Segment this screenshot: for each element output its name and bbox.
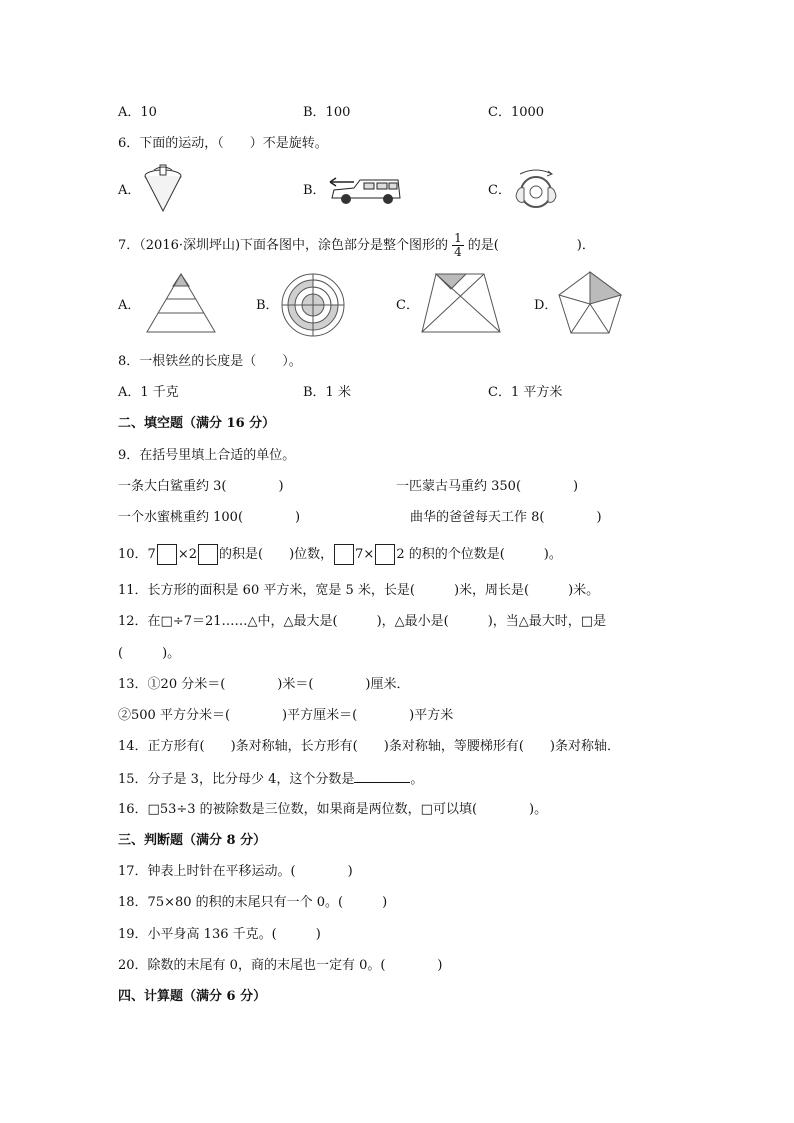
- spinning-top-icon: [142, 163, 184, 215]
- section-heading-fill-blank: 二、填空题（满分 16 分）: [118, 416, 276, 431]
- fraction-denominator: 4: [454, 245, 462, 259]
- answer-box[interactable]: [198, 544, 218, 565]
- q6-option-a: A．: [118, 183, 141, 198]
- q9-item-4: 曲华的爸爸每天工作 8( ): [410, 510, 602, 525]
- q13-line-2: ②500 平方分米＝( )平方厘米＝( )平方米: [118, 708, 454, 723]
- section-heading-true-false: 三、判断题（满分 8 分）: [118, 833, 267, 848]
- q8-option-c: C．1 平方米: [488, 385, 563, 400]
- q9-stem: 9．在括号里填上合适的单位。: [118, 448, 296, 463]
- answer-box[interactable]: [157, 544, 177, 565]
- answer-box[interactable]: [375, 544, 395, 565]
- q16: 16．□53÷3 的被除数是三位数，如果商是两位数，□可以填( )。: [118, 802, 548, 817]
- q8-option-b: B．1 米: [303, 385, 351, 400]
- car-icon: [326, 172, 404, 206]
- q10-part-1: 10．7: [118, 547, 156, 562]
- q7-option-d: D．: [534, 298, 558, 313]
- q6-stem: 6．下面的运动，（ ）不是旋转。: [118, 136, 328, 151]
- q9-item-2: 一匹蒙古马重约 350( ): [396, 479, 579, 494]
- q10-part-3: 的积是( )位数，: [219, 547, 334, 562]
- q9-item-3: 一个水蜜桃重约 100( ): [118, 510, 301, 525]
- q12-line-1: 12．在□÷7＝21……△中，△最大是( )，△最小是( )，当△最大时，□是: [118, 614, 607, 629]
- q6-option-b: B．: [303, 183, 326, 198]
- trapezoid-figure: [420, 272, 502, 334]
- q5-option-c: C．1000: [488, 105, 545, 120]
- pentagon-figure: [556, 270, 624, 336]
- q5-option-b: B．100: [303, 105, 351, 120]
- q10-part-2: ×2: [177, 547, 197, 562]
- q9-item-1: 一条大白鲨重约 3( ): [118, 479, 284, 494]
- q11: 11．长方形的面积是 60 平方米，宽是 5 米，长是( )米，周长是( )米。: [118, 583, 600, 598]
- q7-option-b: B．: [256, 298, 279, 313]
- q15-line: [118, 770, 423, 789]
- q8-stem: 8．一根铁丝的长度是（ ）。: [118, 354, 302, 369]
- q7-option-c: C．: [396, 298, 419, 313]
- fraction-one-quarter: [452, 232, 464, 259]
- answer-box[interactable]: [334, 544, 354, 565]
- q6-option-c: C．: [488, 183, 511, 198]
- q20: 20．除数的末尾有 0，商的末尾也一定有 0。( ): [118, 958, 443, 973]
- q15-end: 。: [410, 772, 424, 787]
- fraction-numerator: 1: [454, 231, 462, 245]
- q10-part-4: 7×: [355, 547, 375, 562]
- concentric-circles-figure: [280, 272, 346, 338]
- q8-option-a: A．1 千克: [118, 385, 179, 400]
- q14: 14．正方形有( )条对称轴，长方形有( )条对称轴，等腰梯形有( )条对称轴．: [118, 739, 620, 754]
- q7-stem-pre: 7．（2016·深圳坪山)下面各图中，涂色部分是整个图形的: [118, 238, 449, 253]
- q12-line-2: ( )。: [118, 646, 181, 661]
- q7-stem-post: 的是( )．: [467, 238, 595, 253]
- q5-option-a: A．10: [118, 105, 157, 120]
- answer-blank[interactable]: [354, 770, 410, 783]
- q10-part-5: 2 的积的个位数是( )。: [396, 547, 562, 562]
- q13-line-1: 13．①20 分米＝( )米＝( )厘米．: [118, 677, 410, 692]
- section-heading-calculation: 四、计算题（满分 6 分）: [118, 989, 267, 1004]
- q7-stem: [118, 232, 595, 260]
- steering-wheel-icon: [512, 166, 560, 212]
- q19: 19．小平身高 136 千克。( ): [118, 927, 321, 942]
- q10-line: [118, 543, 562, 567]
- triangle-figure: [145, 272, 217, 334]
- q7-option-a: A．: [118, 298, 141, 313]
- q17: 17．钟表上时针在平移运动。( ): [118, 864, 353, 879]
- q15-stem: 15．分子是 3，比分母少 4，这个分数是: [118, 772, 355, 787]
- q18: 18．75×80 的积的末尾只有一个 0。( ): [118, 895, 388, 910]
